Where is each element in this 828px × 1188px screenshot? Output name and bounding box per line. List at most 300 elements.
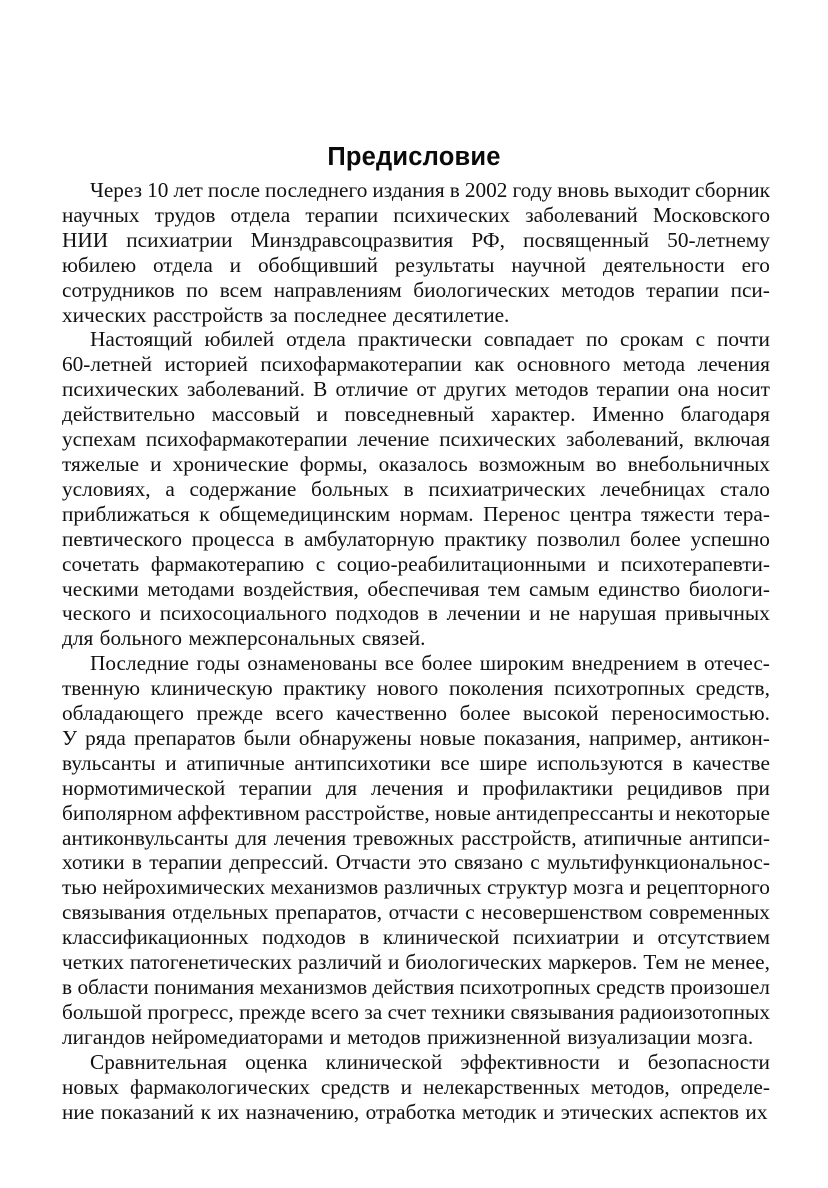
word: РФ, <box>471 227 505 252</box>
word: показаний <box>100 1099 195 1124</box>
word: методов <box>514 377 589 402</box>
word: 60-летней <box>62 352 153 377</box>
word: обобщивший <box>257 252 378 277</box>
text-line <box>62 776 770 801</box>
word: больного <box>99 626 183 651</box>
word: годы <box>196 651 240 676</box>
word: лечения <box>273 825 347 850</box>
word: механизмов <box>259 975 368 999</box>
word: их <box>217 1099 240 1124</box>
word: внебольничных <box>627 451 770 476</box>
word: психофармакотерапии <box>260 352 462 377</box>
word: в <box>672 750 683 775</box>
word: терапии <box>305 202 379 227</box>
word: безопасности <box>647 1049 770 1074</box>
word: Минздравсоцразвития <box>250 227 454 252</box>
word: за <box>269 302 288 327</box>
word: сочетать <box>62 551 140 576</box>
word: психосоциального <box>159 601 327 626</box>
word: она <box>677 377 710 402</box>
paragraph <box>62 178 770 327</box>
word: в <box>62 975 73 999</box>
word: Именно <box>592 402 664 427</box>
text-line <box>62 850 770 875</box>
word: в <box>403 476 414 501</box>
word: Последние <box>90 651 189 676</box>
word: клиническую <box>150 676 273 701</box>
word: возможным <box>478 451 585 476</box>
word: современных <box>648 900 770 925</box>
word: связывания <box>62 900 166 925</box>
word: с <box>695 327 706 352</box>
word: и <box>597 551 610 576</box>
word: расстройств, <box>461 825 577 850</box>
word: профилактики <box>482 775 613 800</box>
word: мозга <box>573 875 624 900</box>
word: антипси- <box>689 825 770 850</box>
word: техники <box>431 999 506 1024</box>
word: несовершенством <box>481 900 643 925</box>
word: психотерапевти- <box>620 551 770 576</box>
word: и <box>632 925 645 950</box>
word: успешно <box>690 526 770 551</box>
word: обнаружены <box>298 725 412 750</box>
word: центра <box>569 501 632 526</box>
text-line <box>62 203 770 228</box>
word: механизмов <box>270 875 379 900</box>
word: нейрохимических <box>102 875 266 900</box>
text-line <box>62 477 770 502</box>
word: отработка <box>365 1099 456 1124</box>
word: прежде <box>239 999 306 1024</box>
text-line <box>62 925 770 950</box>
word: и <box>618 1049 630 1074</box>
word: Отчасти <box>335 850 411 875</box>
word: переносимостью. <box>611 701 770 726</box>
word: всего <box>310 999 359 1024</box>
word: классификационных <box>62 925 249 950</box>
word: методов <box>561 277 635 302</box>
word: после <box>207 178 260 202</box>
word: а <box>165 476 175 501</box>
word: включая <box>693 427 770 452</box>
word: научной <box>511 252 586 277</box>
word: практику <box>283 676 367 701</box>
word: как <box>474 352 505 377</box>
word: заболеваний, <box>566 427 684 452</box>
word: в <box>427 601 438 626</box>
word: внедрением <box>571 651 679 676</box>
word: больных <box>311 476 389 501</box>
word: межперсональных <box>188 626 356 651</box>
word: клинической <box>325 1049 443 1074</box>
word: понимания <box>154 975 255 999</box>
word: направлениям <box>273 277 402 302</box>
text-line <box>62 676 770 701</box>
word: успехам <box>62 427 136 452</box>
word: Через <box>90 178 143 202</box>
word: более <box>630 526 681 551</box>
text-line <box>62 1075 770 1100</box>
text-line <box>62 751 770 776</box>
text-line <box>62 253 770 278</box>
word: с <box>530 850 540 875</box>
word: НИИ <box>62 227 109 252</box>
word: характер. <box>490 402 576 427</box>
word: клинической <box>382 925 500 950</box>
text-line <box>62 651 770 676</box>
text-line <box>62 178 770 203</box>
word: ческими <box>62 576 139 601</box>
text-line <box>62 626 770 651</box>
word: Настоящий <box>90 327 193 352</box>
word: почти <box>717 327 770 352</box>
text-line <box>62 352 770 377</box>
word: новые <box>434 800 491 825</box>
word: историей <box>164 352 248 377</box>
word: с <box>315 551 326 576</box>
word: препаратов <box>133 725 236 750</box>
word: отдела <box>230 202 291 227</box>
word: биологических <box>413 277 550 302</box>
word: биологических <box>405 950 542 975</box>
word: средств, <box>695 676 770 701</box>
word: содержание <box>189 476 297 501</box>
word: амбулаторную <box>303 526 435 551</box>
word: юбилей <box>204 327 275 352</box>
word: с <box>465 900 475 925</box>
text-line <box>62 1100 770 1125</box>
word: и <box>529 601 541 626</box>
word: и <box>629 875 641 900</box>
word: других <box>444 377 507 402</box>
text-line <box>62 701 770 726</box>
word: назначению, <box>245 1099 360 1124</box>
word: качественно <box>336 701 447 726</box>
word: Московского <box>652 202 770 227</box>
text-line <box>62 975 770 1000</box>
word: во <box>596 451 617 476</box>
word: благодаря <box>680 402 770 427</box>
word: терапии <box>149 850 222 875</box>
paragraph <box>62 1050 770 1125</box>
word: некоторые <box>675 800 770 825</box>
word: терапии <box>596 377 670 402</box>
text-line <box>62 552 770 577</box>
word: твенную <box>62 676 141 701</box>
word: лет <box>173 178 203 202</box>
word: средств <box>596 975 666 999</box>
word: это <box>418 850 447 875</box>
word: широким <box>479 651 565 676</box>
word: высокой <box>522 701 599 726</box>
word: действительно <box>62 402 196 427</box>
word: нормотимической <box>62 775 226 800</box>
word: тера- <box>724 501 770 526</box>
text-line <box>62 577 770 602</box>
word: по <box>186 277 209 302</box>
word: этических <box>560 1099 654 1124</box>
word: для <box>62 626 94 651</box>
text-line <box>62 228 770 253</box>
word: прежде <box>196 701 264 726</box>
word: и <box>139 601 152 626</box>
word: социо-реабилитационными <box>336 551 587 576</box>
text-line <box>62 452 770 477</box>
word: психофармакотерапии <box>145 427 348 452</box>
word: и <box>150 451 162 476</box>
word: носит <box>717 377 770 402</box>
word: прижизненной <box>427 1024 561 1049</box>
word: отличие <box>335 377 409 402</box>
word: последнего <box>265 178 368 202</box>
word: формы, <box>299 451 368 476</box>
word: ознаменованы <box>247 651 378 676</box>
paragraph <box>62 327 770 651</box>
word: вульсанты <box>62 750 156 775</box>
word: от <box>416 377 437 402</box>
word: лечения <box>370 775 444 800</box>
word: Сравнительная <box>90 1049 227 1074</box>
word: 50-летнему <box>667 227 770 252</box>
word: У <box>62 725 78 750</box>
word: и <box>542 1099 555 1124</box>
word: сотрудников <box>62 277 175 302</box>
word: например, <box>588 725 682 750</box>
word: связей. <box>361 626 426 651</box>
word: отечес- <box>704 651 770 676</box>
word: связано <box>454 850 524 875</box>
word: психиатрии <box>512 925 620 950</box>
word: хронические <box>172 451 289 476</box>
word: срокам <box>619 327 684 352</box>
text-line <box>62 826 770 851</box>
word: нарушая <box>578 601 657 626</box>
word: ние <box>62 1099 95 1124</box>
word: менее, <box>711 950 770 975</box>
word: фармакотерапию <box>150 551 305 576</box>
text-line <box>62 527 770 552</box>
word: и <box>329 1024 341 1049</box>
word: совпадает <box>483 327 574 352</box>
word: лечебницах <box>600 476 706 501</box>
word: лечении <box>446 601 521 626</box>
word: тяжести <box>641 501 715 526</box>
word: вновь <box>557 178 610 202</box>
word: более <box>421 651 473 676</box>
word: отчасти <box>388 900 459 925</box>
word: рецидивов <box>626 775 723 800</box>
word: психических <box>62 377 179 402</box>
word: счет <box>387 999 427 1024</box>
word: тем <box>488 576 521 601</box>
text-line <box>62 377 770 402</box>
word: к <box>199 501 210 526</box>
word: биологи- <box>688 576 770 601</box>
text-line <box>62 726 770 751</box>
word: качестве <box>692 750 770 775</box>
word: лечения <box>697 352 770 377</box>
word: воздействия, <box>243 576 359 601</box>
word: при <box>736 775 770 800</box>
word: по <box>585 327 608 352</box>
word: тяжелые <box>62 451 140 476</box>
word: и <box>229 252 242 277</box>
word: практику <box>444 526 528 551</box>
word: используются <box>536 750 663 775</box>
word: различий <box>297 950 382 975</box>
word: отдельных <box>172 900 269 925</box>
text-line <box>62 402 770 427</box>
word: ряда <box>85 725 126 750</box>
word: издания <box>372 178 445 202</box>
paragraph <box>62 651 770 1050</box>
text-line <box>62 1050 770 1075</box>
word: все <box>440 750 470 775</box>
word: и <box>457 775 469 800</box>
word: практически <box>357 327 472 352</box>
text-line <box>62 1025 770 1050</box>
text-line <box>62 1000 770 1025</box>
word: расстройстве, <box>304 800 430 825</box>
body-text <box>62 178 770 1124</box>
word: терапии <box>239 775 312 800</box>
word: биполярном <box>62 800 173 825</box>
word: научных <box>62 202 140 227</box>
word: в <box>284 526 295 551</box>
word: шире <box>479 750 528 775</box>
word: области <box>77 975 149 999</box>
page-title: Предисловие <box>327 143 501 172</box>
word: позволил <box>536 526 621 551</box>
text-line <box>62 601 770 626</box>
word: аспектов <box>659 1099 740 1124</box>
word: лечение <box>357 427 430 452</box>
word: заболеваний <box>525 202 638 227</box>
word: радиоизотопных <box>619 999 770 1024</box>
word: хотики <box>62 850 125 875</box>
word: сборник <box>694 178 770 202</box>
word: методов, <box>590 1074 670 1099</box>
word: его <box>741 252 770 277</box>
word: десятилетие. <box>393 302 510 327</box>
word: все <box>384 651 414 676</box>
word: эффективности <box>460 1049 600 1074</box>
word: хических <box>62 302 147 327</box>
word: расстройств <box>152 302 264 327</box>
text-line <box>62 327 770 352</box>
word: произошел <box>670 975 770 999</box>
word: визуализации <box>567 1024 691 1049</box>
word: методов <box>347 1024 421 1049</box>
word: юбилею <box>62 252 137 277</box>
word: отдела <box>153 252 213 277</box>
word: тревожных <box>353 825 455 850</box>
word: ческого <box>62 601 131 626</box>
word: нового <box>376 676 439 701</box>
word: оказалось <box>378 451 468 476</box>
word: методик <box>461 1099 537 1124</box>
word: антиконвульсанты <box>62 825 229 850</box>
word: и <box>658 800 671 825</box>
word: средств <box>320 1074 390 1099</box>
word: нормам. <box>399 501 474 526</box>
word: психиатрических <box>428 476 586 501</box>
word: 10 <box>147 178 169 202</box>
word: за <box>364 999 383 1024</box>
word: нелекарственных <box>422 1074 580 1099</box>
text-line <box>62 278 770 303</box>
word: оценка <box>245 1049 308 1074</box>
word: нейромедиаторами <box>151 1024 324 1049</box>
word: лигандов <box>62 1024 146 1049</box>
word: и <box>400 1074 413 1099</box>
word: терапии <box>646 277 720 302</box>
word: и <box>387 950 400 975</box>
word: мозга. <box>697 1024 754 1049</box>
word: поколения <box>448 676 544 701</box>
word: процесса <box>191 526 275 551</box>
word: были <box>243 725 291 750</box>
word: заболеваний. <box>187 377 305 402</box>
text-line <box>62 875 770 900</box>
word: выходит <box>614 178 690 202</box>
word: новые <box>419 725 476 750</box>
word: повседневный <box>344 402 475 427</box>
word: для <box>235 825 267 850</box>
word: тью <box>62 875 97 900</box>
word: психотропных <box>459 975 591 999</box>
word: всего <box>275 701 324 726</box>
word: единство <box>598 576 681 601</box>
word: Тем <box>643 950 679 975</box>
word: отдела <box>286 327 346 352</box>
word: основного <box>516 352 611 377</box>
word: антикон- <box>689 725 770 750</box>
word: связывания <box>510 999 615 1024</box>
word: атипичные <box>186 750 285 775</box>
word: Перенос <box>483 501 561 526</box>
word: и <box>316 402 328 427</box>
word: препаратов, <box>275 900 383 925</box>
word: аффективном <box>177 800 300 825</box>
word: прогресс, <box>147 999 234 1024</box>
word: фармакологических <box>129 1074 310 1099</box>
word: году <box>512 178 553 202</box>
word: рецепторного <box>646 875 770 900</box>
word: всем <box>219 277 263 302</box>
word: стало <box>720 476 770 501</box>
word: деятельности <box>602 252 725 277</box>
word: для <box>325 775 358 800</box>
word: психических <box>393 202 511 227</box>
word: патогенетических <box>129 950 292 975</box>
word: привычных <box>665 601 770 626</box>
word: в <box>686 651 697 676</box>
word: и <box>165 750 177 775</box>
text-line <box>62 427 770 452</box>
word: певтического <box>62 526 182 551</box>
word: более <box>459 701 511 726</box>
word: пси- <box>730 277 770 302</box>
word: не <box>549 601 571 626</box>
word: посвященный <box>523 227 650 252</box>
word: отсутствием <box>657 925 770 950</box>
word: психических <box>439 427 557 452</box>
word: четких <box>62 950 124 975</box>
word: антидепрессанты <box>496 800 654 825</box>
word: метода <box>622 352 686 377</box>
